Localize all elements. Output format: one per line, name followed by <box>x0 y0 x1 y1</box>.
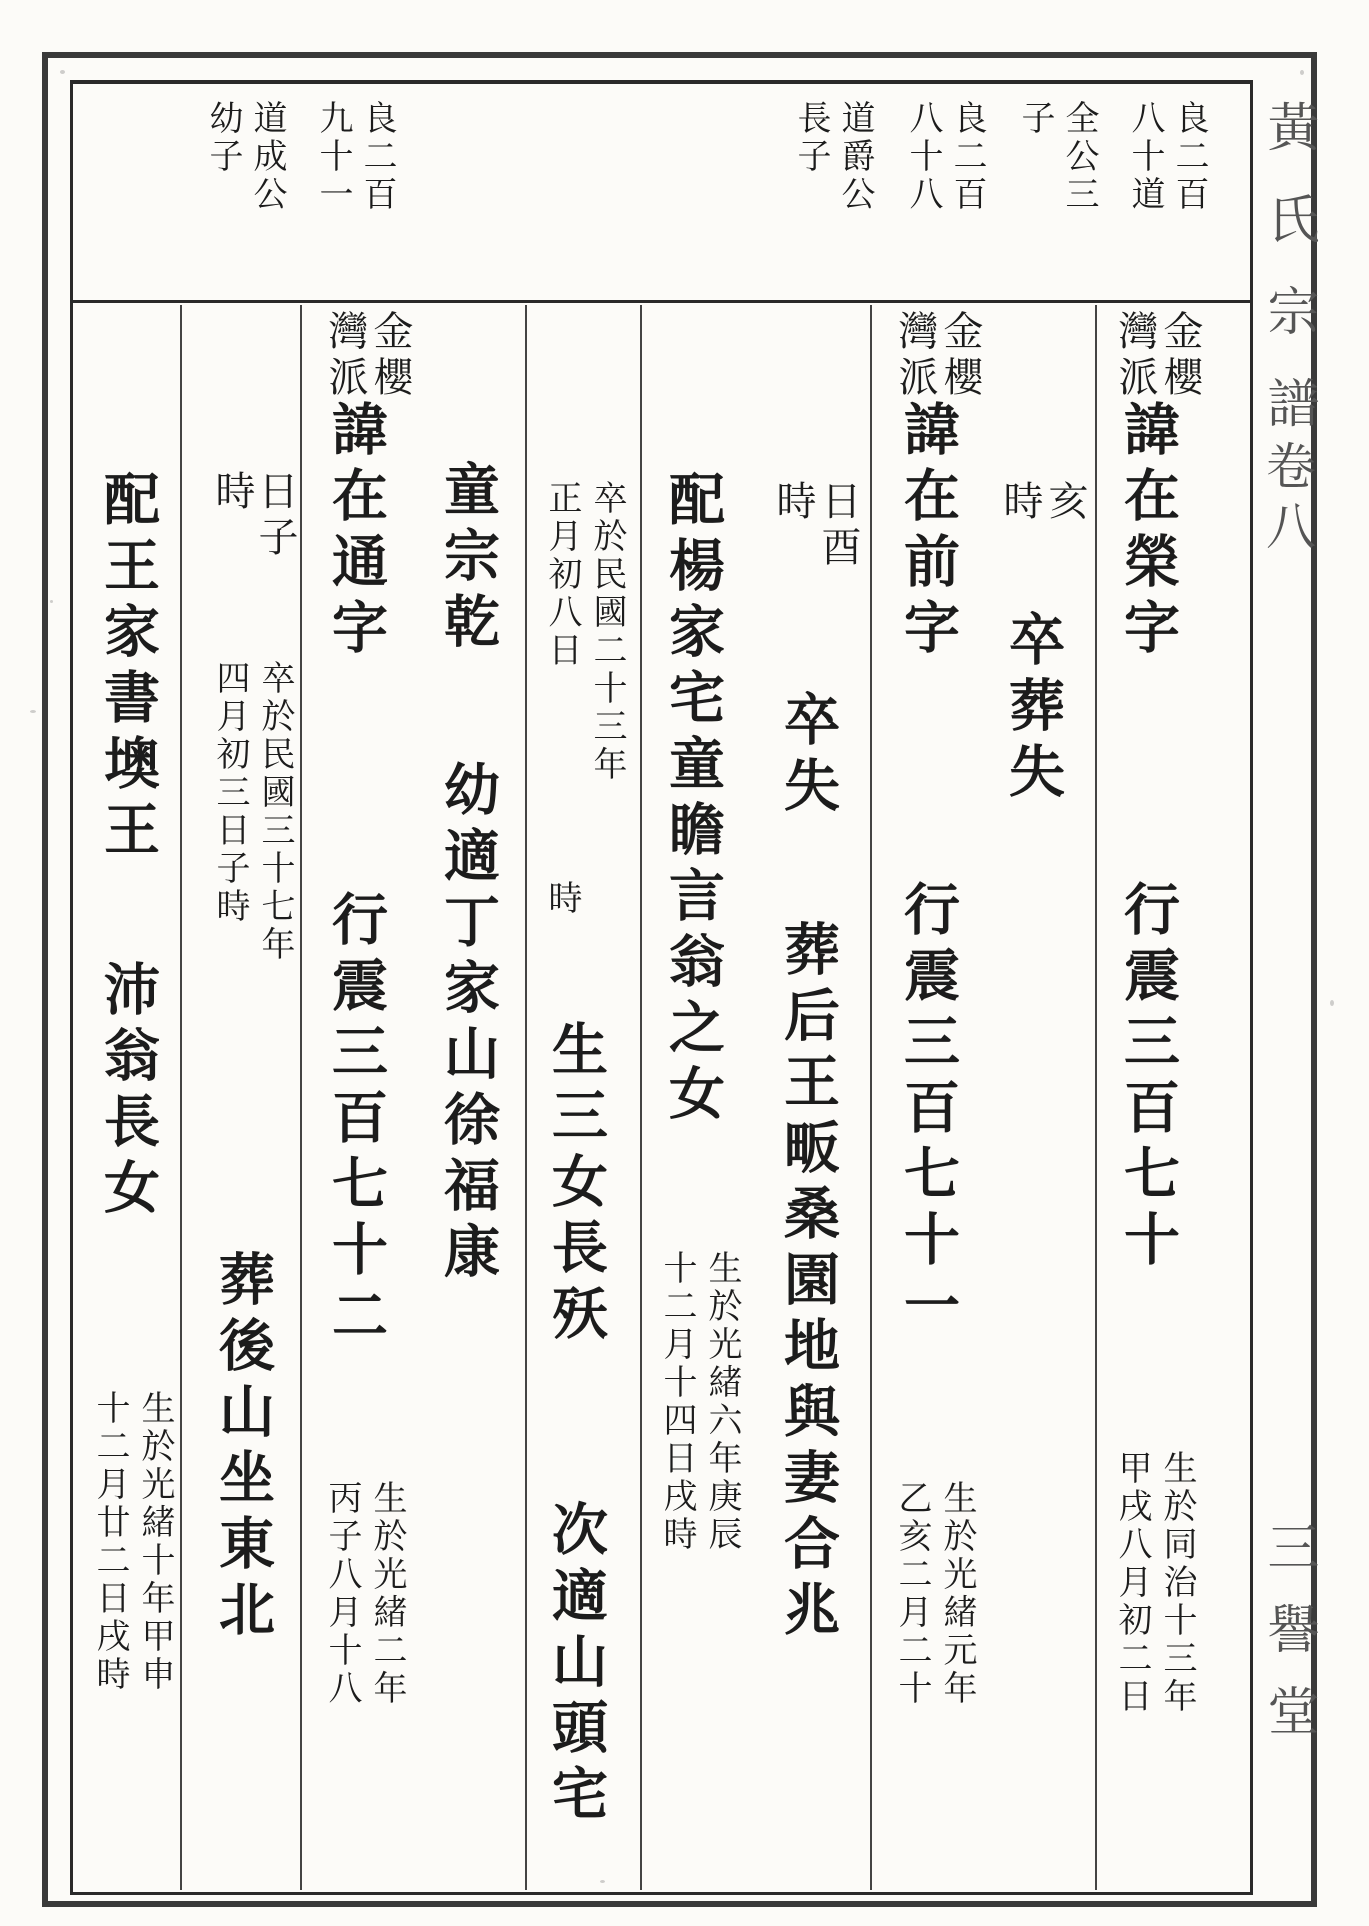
entry3-children: 生三女長殀 <box>543 1020 609 1350</box>
top-col-6: 八十八 <box>903 100 943 214</box>
top-col-10: 九十一 <box>313 100 353 214</box>
entry1-name: 諱在榮字 <box>1115 400 1181 664</box>
entry6-spouse-father: 沛翁長女 <box>95 960 161 1224</box>
entry6-birth-a: 生於光緒十年甲申 <box>135 1390 175 1694</box>
entry3-birth-b: 十二月十四日戌時 <box>657 1250 697 1554</box>
entry3-birth-a: 生於光緒六年庚辰 <box>702 1250 742 1554</box>
top-col-7: 道爵公 <box>835 100 875 214</box>
top-section-divider <box>70 300 1250 303</box>
col-separator <box>525 305 527 1890</box>
book-title: 黃氏宗譜 <box>1258 100 1318 468</box>
scan-speck <box>30 710 36 713</box>
entry1-time: 亥 <box>1042 480 1088 526</box>
entry2-branch-a: 金櫻 <box>937 310 983 402</box>
entry3-spouse: 配楊家宅童瞻言翁之女 <box>660 470 726 1130</box>
entry4-son: 童宗乾 <box>435 460 501 658</box>
entry2-burial: 葬后王畈桑園地與妻合兆 <box>775 920 841 1646</box>
scan-speck <box>60 70 65 74</box>
scan-speck <box>1330 1000 1334 1006</box>
entry3-children2: 次適山頭宅 <box>543 1500 609 1830</box>
entry2-rank: 行震三百七十一 <box>895 880 961 1342</box>
entry5-branch-b: 灣派 <box>322 310 368 402</box>
top-col-12: 幼子 <box>203 100 243 176</box>
entry5-branch-a: 金櫻 <box>367 310 413 402</box>
entry1-birth-a: 生於同治十三年 <box>1157 1450 1197 1716</box>
entry1-birth-b: 甲戌八月初二日 <box>1112 1450 1152 1716</box>
col-separator <box>300 305 302 1890</box>
entry5-burial: 葬後山坐東北 <box>210 1250 276 1646</box>
volume-label: 卷八 <box>1258 440 1316 560</box>
entry5-name: 諱在通字 <box>323 400 389 664</box>
entry5-time2: 時 <box>209 470 255 516</box>
top-col-9: 良二百 <box>357 100 397 214</box>
scan-speck <box>600 1880 605 1883</box>
col-separator <box>1095 305 1097 1890</box>
top-col-2: 八十道 <box>1125 100 1165 214</box>
hall-name: 三譽堂 <box>1258 1520 1318 1766</box>
entry2-birth-a: 生於光緒元年 <box>937 1480 977 1708</box>
entry2-branch-b: 灣派 <box>892 310 938 402</box>
entry1-branch-a: 金櫻 <box>1157 310 1203 402</box>
scan-speck <box>50 600 53 603</box>
entry3-death-b: 正月初八日 <box>542 480 582 670</box>
entry2-name: 諱在前字 <box>895 400 961 664</box>
entry6-birth-b: 十二月廿二日戌時 <box>90 1390 130 1694</box>
entry2-time2: 時 <box>770 480 816 526</box>
entry2-fate: 卒失 <box>775 690 841 822</box>
entry5-rank: 行震三百七十二 <box>323 890 389 1352</box>
top-col-1: 良二百 <box>1169 100 1209 214</box>
entry5-birth-a: 生於光緒二年 <box>367 1480 407 1708</box>
col-separator <box>640 305 642 1890</box>
top-col-4: 子 <box>1015 100 1055 138</box>
top-col-11: 道成公 <box>247 100 287 214</box>
entry5-death-a: 卒於民國三十七年 <box>255 660 295 964</box>
scan-speck <box>1300 70 1304 75</box>
entry1-rank: 行震三百七十 <box>1115 880 1181 1276</box>
entry1-branch-b: 灣派 <box>1112 310 1158 402</box>
entry4-marriage: 幼適丁家山徐福康 <box>435 760 501 1288</box>
entry1-time2: 時 <box>997 480 1043 526</box>
col-separator <box>870 305 872 1890</box>
entry5-time: 日子 <box>252 470 298 562</box>
entry2-birth-b: 乙亥二月二十 <box>892 1480 932 1708</box>
entry1-fate: 卒葬失 <box>1000 610 1066 808</box>
col-separator <box>180 305 182 1890</box>
entry2-time: 日酉 <box>815 480 861 572</box>
entry5-birth-b: 丙子八月十八 <box>322 1480 362 1708</box>
top-col-5: 良二百 <box>947 100 987 214</box>
entry6-spouse: 配王家書墺王 <box>95 470 161 866</box>
entry3-death-a: 卒於民國二十三年 <box>587 480 627 784</box>
entry3-death-time: 時 <box>542 880 582 918</box>
top-col-8: 長子 <box>791 100 831 176</box>
top-col-3: 全公三 <box>1059 100 1099 214</box>
entry5-death-b: 四月初三日子時 <box>210 660 250 926</box>
